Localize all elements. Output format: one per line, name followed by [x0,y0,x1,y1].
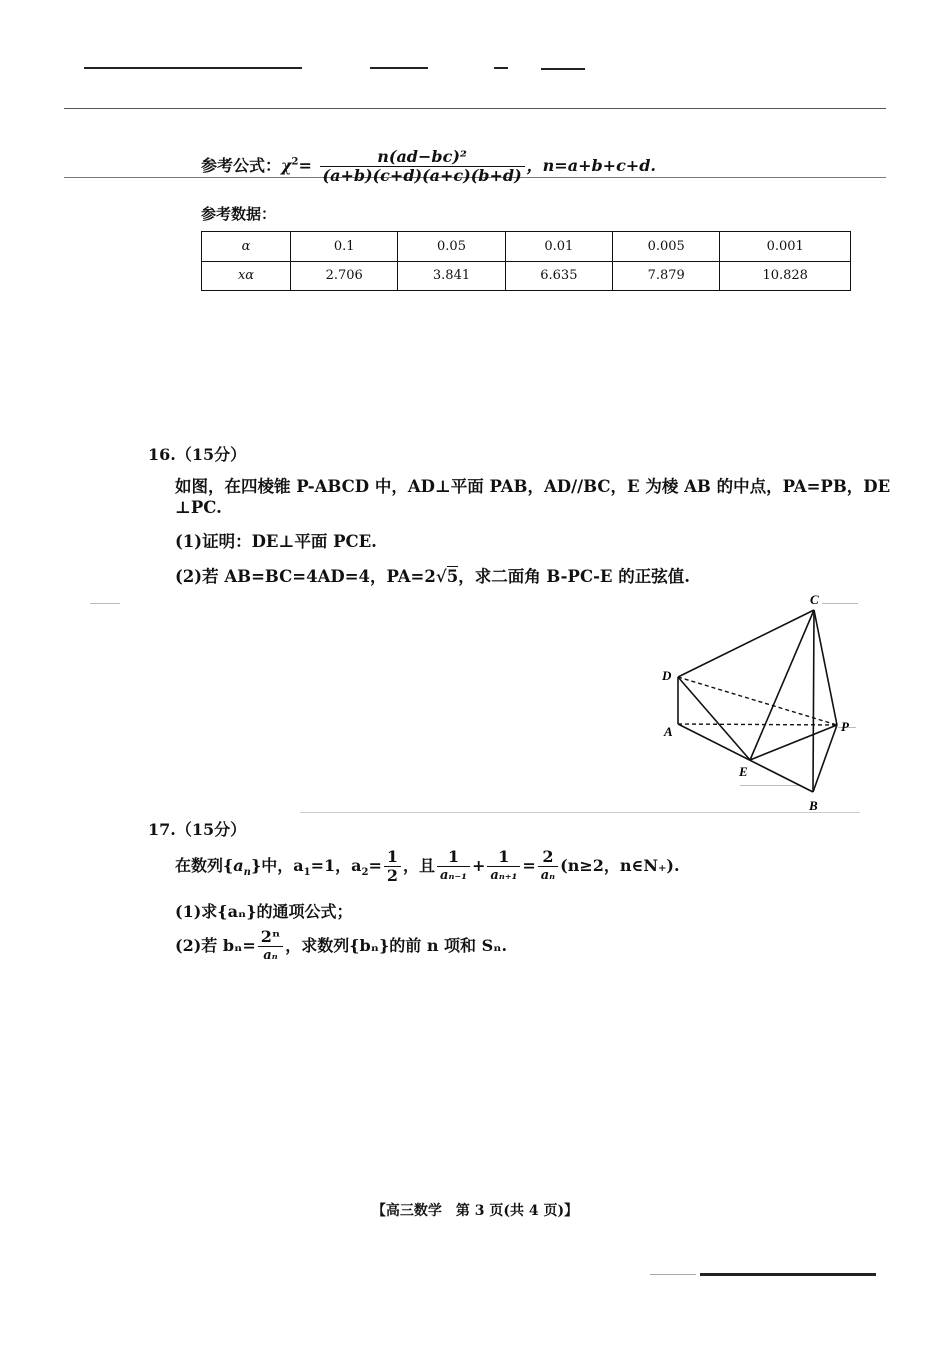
formula-tail: ，n=a+b+c+d. [526,156,656,175]
q17-stem-text: = [368,856,382,875]
table-cell: 0.1 [291,232,398,262]
q17-number: 17.（15分） [148,820,247,839]
table-cell: 10.828 [720,261,851,291]
vertex-label-E: E [739,764,748,779]
sqrt-symbol: √ [435,567,447,586]
fraction-denominator: aₙ [540,868,556,883]
fraction-numerator: 2 [538,848,558,867]
formula-denominator: (a+b)(c+d)(a+c)(b+d) [322,166,522,185]
table-header-alpha: α [202,232,291,262]
fraction-numerator: 1 [487,848,520,867]
edge-CP [814,610,837,725]
q16-part2-suffix: ，求二面角 B-PC-E 的正弦值. [458,567,690,586]
header-rule-2 [370,67,428,69]
q16-part2-radicand: 5 [446,567,459,586]
reference-formula [201,148,656,185]
header-rule-4 [541,68,585,70]
q16-part2-prefix: (2)若 AB=BC=4AD=4，PA=2 [175,567,436,586]
scan-line [90,603,120,604]
footer-rule [700,1273,876,1276]
table-cell: 7.879 [613,261,720,291]
q17-fraction-3 [538,848,558,885]
q17-stem-text: }中，a [250,856,304,875]
chi-symbol: χ [281,156,292,175]
edge-DC [678,610,814,677]
table-cell: 6.635 [505,261,612,291]
q17-sub: 1 [303,867,311,879]
fraction-denominator: 2 [386,866,399,885]
vertex-label-A: A [664,724,673,739]
table-header-x-alpha: xα [202,261,291,291]
q17-sub: n [243,867,251,879]
table-cell: 0.05 [398,232,505,262]
edge-CB [813,610,814,792]
q16-stem-line2: ⊥PC. [175,498,222,517]
vertex-label-C: C [810,592,819,607]
pyramid-figure [650,590,870,820]
fraction-denominator: aₙ₋₁ [440,868,467,883]
vertex-label-D: D [662,668,672,683]
edge-PB [813,725,837,792]
header-rule-3 [494,67,508,69]
table-cell: 0.001 [720,232,851,262]
chi-square-fraction [320,148,525,185]
vertex-label-P: P [841,719,849,734]
chi-exponent: 2 [291,156,299,168]
formula-numerator: n(ad−bc)² [320,148,525,167]
edge-DE [678,677,750,760]
edge-AP-hidden [678,724,837,725]
table-row [202,232,851,262]
q17-equals: = [522,856,536,875]
formula-equals: = [298,156,312,175]
q17-part1: (1)求{aₙ}的通项公式； [175,902,353,921]
reference-data-table [201,231,851,291]
table-cell: 2.706 [291,261,398,291]
q17-sub: 2 [361,867,369,879]
table-cell: 0.005 [613,232,720,262]
fraction-numerator: 1 [384,848,401,867]
q17-stem-text: (n≥2，n∈N₊). [560,856,680,875]
q17-stem-text: =1，a [310,856,362,875]
q16-part2 [175,563,690,587]
fraction-denominator: aₙ₊₁ [490,868,518,883]
fraction-denominator: aₙ [263,948,278,963]
page-footer: 【高三数学 第 3 页(共 4 页)】 [371,1203,579,1219]
header-rule-1 [84,67,302,69]
reference-data-label: 参考数据： [201,205,277,223]
edge-AB [678,724,813,792]
formula-label: 参考公式： [201,156,282,175]
q17-fraction-half [384,848,401,885]
vertex-label-B: B [809,798,818,813]
table-row [202,261,851,291]
q16-stem-line1: 如图，在四棱锥 P-ABCD 中，AD⊥平面 PAB，AD//BC，E 为棱 AB 的中点，PA=PB，DE [175,477,891,496]
q17-var-a: a [233,856,244,875]
q17-fraction-2 [487,848,520,885]
q17-fraction-1 [437,848,470,885]
header-divider [64,108,886,109]
q17-part2 [175,928,507,965]
table-cell: 3.841 [398,261,505,291]
table-cell: 0.01 [505,232,612,262]
footer-rule-faint [650,1274,696,1275]
q16-part1: (1)证明：DE⊥平面 PCE. [175,532,377,551]
fraction-numerator: 1 [437,848,470,867]
q17-plus: + [471,856,486,875]
q17-stem-text: ，且 [403,856,436,875]
q17-part2-fraction [258,928,283,965]
q17-stem [175,848,680,885]
q16-number: 16.（15分） [148,445,247,464]
fraction-numerator: 2ⁿ [258,928,283,947]
q17-stem-text: 在数列{ [175,856,234,875]
q17-part2-prefix: (2)若 bₙ= [175,936,256,955]
q17-part2-suffix: ，求数列{bₙ}的前 n 项和 Sₙ. [285,936,508,955]
